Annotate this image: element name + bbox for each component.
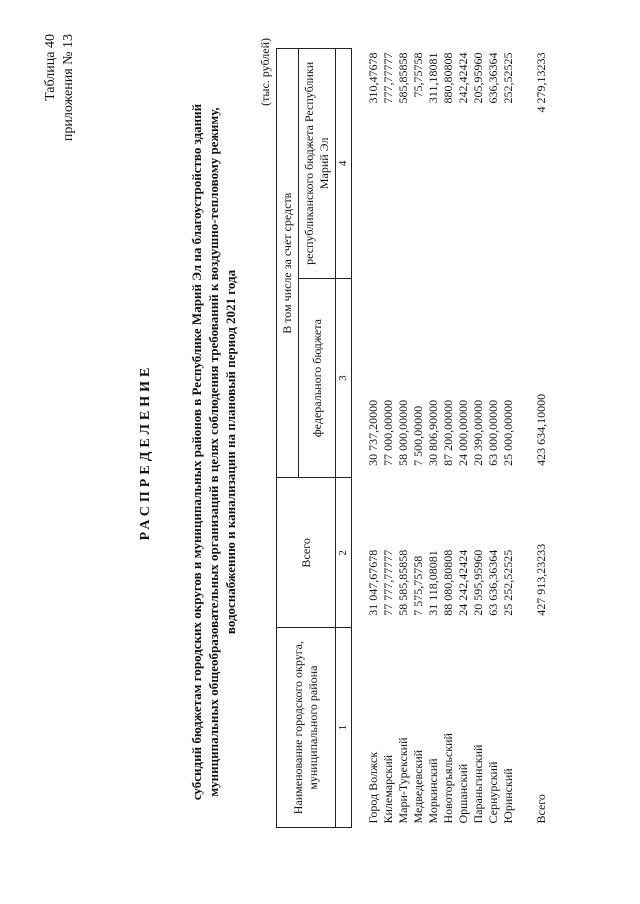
total-value: 31 118,08081: [426, 550, 440, 616]
total-value: 25 252,52525: [501, 549, 515, 616]
republic-value: 777,77777: [381, 52, 395, 104]
municipality-name: Город Волжск: [366, 751, 380, 824]
federal-value: 30 737,20000: [366, 399, 380, 466]
total-value: 77 777,77777: [381, 549, 395, 616]
table-spacer: [516, 49, 530, 828]
municipality-name: Новоторъяльский: [441, 733, 455, 824]
column-number: 3: [336, 278, 352, 478]
table-row: [501, 49, 516, 828]
table-row: [426, 49, 441, 828]
document-header: [42, 34, 78, 141]
republic-value: 585,85858: [396, 52, 410, 104]
table-spacer: [352, 49, 367, 828]
table-row: [486, 49, 501, 828]
column-number-row: [336, 49, 352, 828]
federal-value: 7 500,00000: [411, 405, 425, 466]
total-value: 58 585,85858: [396, 549, 410, 616]
column-number: 4: [336, 49, 352, 279]
header-republic: республиканского бюджета Республики Марий Эл: [299, 49, 336, 279]
column-number: 2: [336, 478, 352, 628]
column-number: 1: [336, 628, 352, 828]
federal-value: 24 000,00000: [456, 399, 470, 466]
republic-value: 242,42424: [456, 52, 470, 104]
total-value: 88 080,80808: [441, 549, 455, 616]
republic-value: 311,18081: [426, 52, 440, 104]
republic-value: 310,47678: [366, 52, 380, 104]
distribution-table: [276, 48, 549, 828]
municipality-name: Медведевский: [411, 749, 425, 824]
total-value: 24 242,42424: [456, 549, 470, 616]
republic-value: 75,75758: [411, 52, 425, 98]
republic-value: 880,80808: [441, 52, 455, 104]
municipality-name: Мари-Турекский: [396, 737, 410, 824]
municipality-name: Оршанский: [456, 763, 470, 824]
total-value: 7 575,75758: [411, 555, 425, 616]
table-row: [366, 49, 381, 828]
table-header-row: [277, 49, 299, 828]
document-title: РАСПРЕДЕЛЕНИЕ: [138, 363, 153, 541]
table-row: [441, 49, 456, 828]
municipality-name: Юринский: [501, 768, 515, 824]
municipality-name: Сернурский: [486, 761, 500, 824]
federal-value: 77 000,00000: [381, 399, 395, 466]
rotated-document-page: [20, 22, 620, 882]
table-row: [471, 49, 486, 828]
federal-value: 58 000,00000: [396, 399, 410, 466]
table-total-row: [530, 49, 549, 828]
total-value: 31 047,67678: [366, 549, 380, 616]
appendix-label: приложения № 13: [61, 34, 76, 142]
header-including: В том числе за счет средств: [277, 49, 299, 478]
federal-value: 20 390,00000: [471, 399, 485, 466]
federal-value: 63 000,00000: [486, 399, 500, 466]
municipality-name: Килемарский: [381, 754, 395, 824]
republic-total-value: 4 279,13233: [534, 52, 548, 113]
document-subtitle: субсидий бюджетам городских округов и муниципальных районов в Республике Марий Эл на благоустройство зданий муниципальных общеобразовательных организаций в целях соблюдения требований к воздушно-тепловому режиму, водоснабжению и канализации на плановый период 2021 года: [189, 103, 238, 801]
federal-value: 25 000,00000: [501, 399, 515, 466]
table-number-label: Таблица 40: [43, 34, 58, 101]
municipality-name: Моркинский: [426, 758, 440, 824]
total-value: 63 636,36364: [486, 549, 500, 616]
header-federal: федерального бюджета: [299, 278, 336, 478]
republic-value: 252,52525: [501, 52, 515, 104]
federal-value: 30 806,90000: [426, 399, 440, 466]
republic-value: 636,36364: [486, 52, 500, 104]
federal-total-value: 423 634,10000: [534, 393, 548, 466]
table-row: [456, 49, 471, 828]
total-value: 20 595,95960: [471, 549, 485, 616]
federal-value: 87 200,00000: [441, 399, 455, 466]
republic-value: 205,95960: [471, 52, 485, 104]
header-municipality: Наименование городского округа, муниципального района: [277, 628, 336, 828]
table-row: [396, 49, 411, 828]
table-row: [381, 49, 396, 828]
units-label: (тыс. рублей): [258, 38, 272, 106]
header-total: Всего: [277, 478, 336, 628]
municipality-name: Параньгинский: [471, 744, 485, 824]
total-row-label: Всего: [534, 794, 548, 824]
table-row: [411, 49, 426, 828]
grand-total-value: 427 913,23233: [534, 543, 548, 616]
